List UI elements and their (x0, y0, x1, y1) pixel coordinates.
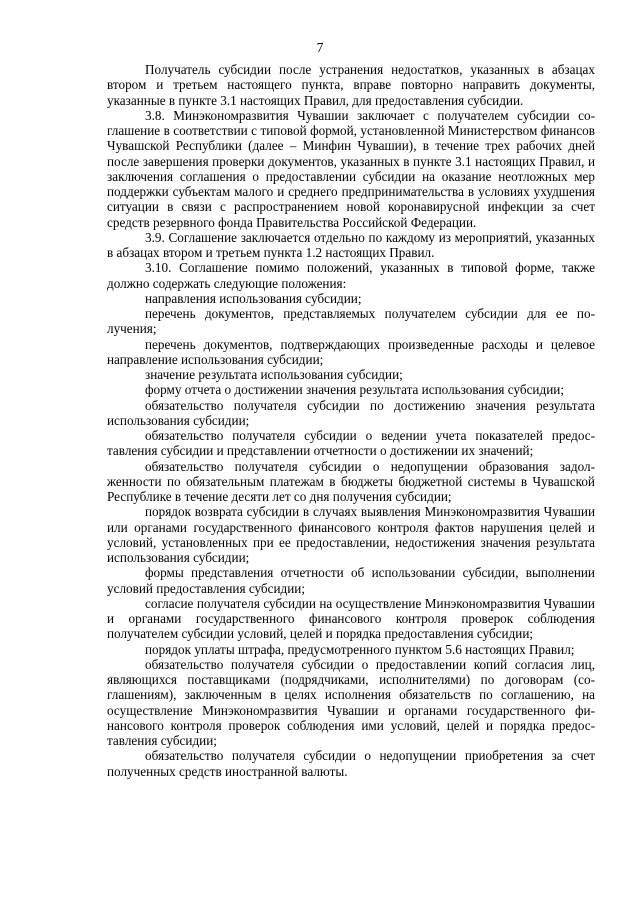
list-item: значение результата использования субсидии; (145, 367, 403, 382)
list-item: обязательство получателя субсидии о ведении учета показателей предоставления субсидии и представлении отчетности о достижении их значений; (107, 428, 595, 459)
paragraph: 3.9. Соглашение заключается отдельно по каждому из мероприятий, указанных в абзацах втором и третьем пункта 1.2 настоящих Правил. (107, 229, 595, 260)
paragraph: 3.10. Соглашение помимо положений, указанных в типовой форме, также должно содержать следующие положения: (107, 260, 595, 291)
list-item: обязательство получателя субсидии о недопущении приобретения за счет полученных средств иностранной валюты. (107, 748, 595, 779)
list-item: порядок уплаты штрафа, предусмотренного пунктом 5.6 настоящих Правил; (145, 641, 575, 657)
list-item: обязательство получателя субсидии о предоставлении копий согласия лиц, являющихся поставщиками (подрядчиками, исполнителями) по договорам (соглашениям), заключенным в целях исполнения обязательств по соглашению, на осуществление Минэкономразвития Чувашии и органами государственного финансового контроля проверок соблюдения ими условий, целей и порядка предоставления субсидии; (107, 656, 595, 748)
paragraph: Получатель субсидии после устранения недостатков, указанных в абзацах втором и третьем настоящего пункта, вправе повторно направить документы, указанные в пункте 3.1 настоящих Правил, для предоставления субсидии. (107, 62, 595, 108)
list-item: обязательство получателя субсидии о недопущении образования задолженности по обязательным платежам в бюджеты бюджетной системы в Чувашской Республике в течение десяти лет со дня получения субсидии; (107, 458, 595, 504)
page-number: 7 (316, 40, 324, 55)
list-item: перечень документов, подтверждающих произведенные расходы и целевое направление использования субсидии; (107, 336, 595, 367)
document-body (107, 62, 595, 779)
paragraph: 3.8. Минэкономразвития Чувашии заключает с получателем субсидии соглашение в соответствии с типовой формой, установленной Министерством финансов Чувашской Республики (далее – Минфин Чувашии), в течение трех рабочих дней после завершения проверки документов, указанных в пункте 3.1 настоящих Правил, и заключения соглашения о предоставлении субсидии на оказание неотложных мер поддержки субъектам малого и среднего предпринимательства в условиях ухудшения ситуации в связи с распространением новой коронавирусной инфекции за счет средств резервного фонда Правительства Российской Федерации. (107, 107, 595, 230)
list-item: порядок возврата субсидии в случаях выявления Минэкономразвития Чувашии или органами государственного финансового контроля фактов нарушения целей и условий, установленных при ее предоставлении, недостижения значения результата использования субсидии; (107, 504, 595, 565)
list-item: направления использования субсидии; (145, 290, 362, 306)
list-item: согласие получателя субсидии на осуществление Минэкономразвития Чувашии и органами государственного финансового контроля проверок соблюдения получателем субсидии условий, целей и порядка предоставления субсидии; (107, 595, 595, 642)
list-item: перечень документов, представляемых получателем субсидии для ее получения; (107, 306, 595, 337)
list-item: форму отчета о достижении значения результата использования субсидии; (145, 382, 564, 398)
list-item: обязательство получателя субсидии по достижению значения результата использования субсидии; (107, 397, 595, 428)
list-item: формы представления отчетности об использовании субсидии, выполнении условий предоставления субсидии; (107, 565, 595, 596)
